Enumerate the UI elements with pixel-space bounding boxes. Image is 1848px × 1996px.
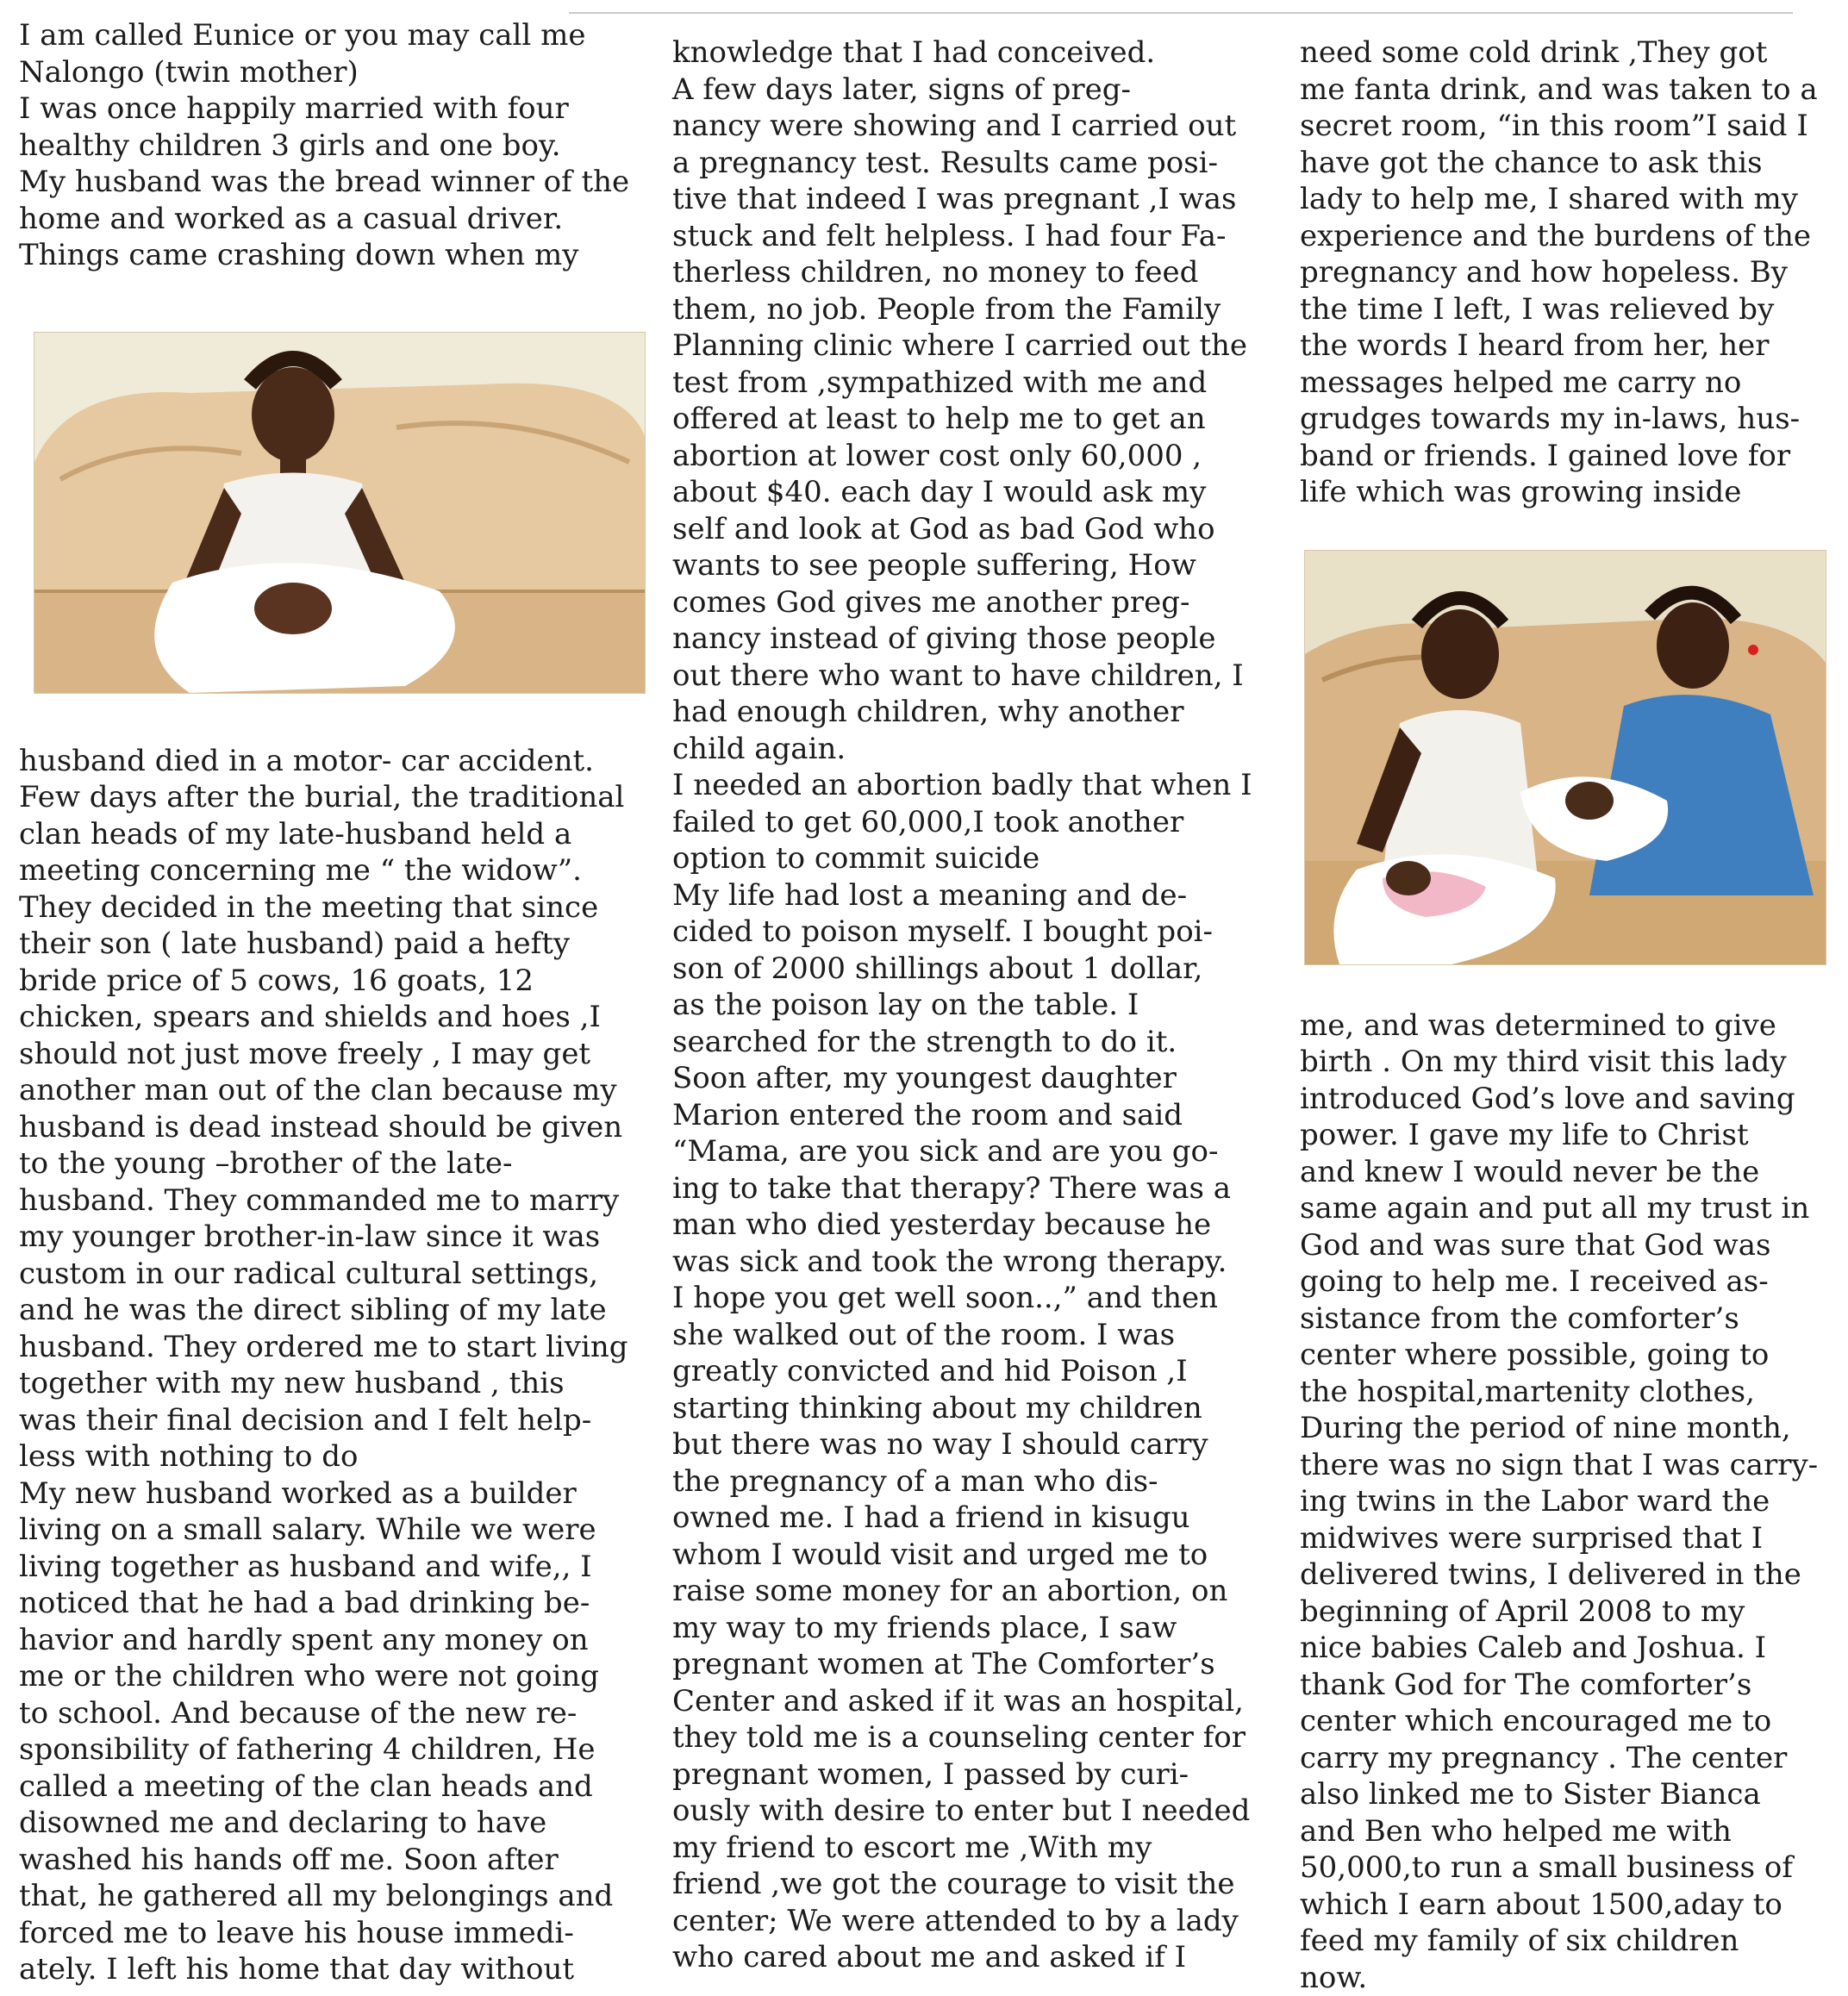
column-1 xyxy=(19,17,657,1988)
column-3-bottom-text: me, and was determined to give birth . On my third visit this lady introduced God’s love and saving power. I gave my life to Christ and knew I would never be the same again and put all my trust in God and was sure that God was going to help me. I received as- sistance from the comforter’s center where possible, going to the hospital,martenity clothes, During the period of nine month, there was no sign that I was carry- ing twins in the Labor ward the midwives were surprised that I delivered twins, I delivered in the beginning of April 2008 to my nice babies Caleb and Joshua. I thank God for The comforter’s center which encouraged me to carry my pregnancy . The center also linked me to Sister Bianca and Ben who helped me with 50,000,to run a small business of which I earn about 1500,aday to feed my family of six children now. xyxy=(1300,1007,1834,1996)
photo-2-image xyxy=(1305,551,1826,964)
column-1-bottom-text: husband died in a motor- car accident. Few days after the burial, the traditional clan heads of my late-husband held a meeting concerning me “ the widow”. They decided in the meeting that since their son ( late husband) paid a hefty bride price of 5 cows, 16 goats, 12 chicken, spears and shields and hoes ,I should not just move freely , I may get another man out of the clan because my husband is dead instead should be given to the young –brother of the late- husband. They commanded me to marry my younger brother-in-law since it was custom in our radical cultural settings, and he was the direct sibling of my late husband. They ordered me to start living together with my new husband , this was their final decision and I felt help- less with nothing to do My new husband worked as a builder living on a small salary. While we were living together as husband and wife,, I noticed that he had a bad drinking be- havior and hardly spent any money on me or the children who were not going to school. And because of the new re- sponsibility of fathering 4 children, He called a meeting of the clan heads and disowned me and declaring to have washed his hands off me. Soon after that, he gathered all my belongings and forced me to leave his house immedi- ately. I left his home that day without xyxy=(19,743,657,1988)
photo-1-image xyxy=(34,333,645,693)
column-2 xyxy=(672,34,1293,1976)
photo-woman-with-baby-on-sofa xyxy=(34,333,645,693)
photo-two-women-with-twins xyxy=(1305,551,1826,964)
column-2-text: knowledge that I had conceived. A few days later, signs of preg- nancy were showing and I carried out a pregnancy test. Results came posi- tive that indeed I was pregnant ,I was stuck and felt helpless. I had four Fa- therless children, no money to feed them, no job. People from the Family Planning clinic where I carried out the test from ,sympathized with me and offered at least to help me to get an abortion at lower cost only 60,000 , about $40. each day I would ask my self and look at God as bad God who wants to see people suffering, How comes God gives me another preg- nancy instead of giving those people out there who want to have children, I had enough children, why another child again. I needed an abortion badly that when I failed to get 60,000,I took another option to commit suicide My life had lost a meaning and de- cided to poison myself. I bought poi- son of 2000 shillings about 1 dollar, as the poison lay on the table. I searched for the strength to do it. Soon after, my youngest daughter Marion entered the room and said “Mama, are you sick and are you go- ing to take that therapy? There was a man who died yesterday because he was sick and took the wrong therapy. I hope you get well soon..,” and then she walked out of the room. I was greatly convicted and hid Poison ,I starting thinking about my children but there was no way I should carry the pregnancy of a man who dis- owned me. I had a friend in kisugu whom I would visit and urged me to raise some money for an abortion, on my way to my friends place, I saw pregnant women at The Comforter’s Center and asked if it was an hospital, they told me is a counseling center for pregnant women, I passed by curi- ously with desire to enter but I needed my friend to escort me ,With my friend ,we got the courage to visit the center; We were attended to by a lady who cared about me and asked if I xyxy=(672,34,1293,1976)
column-1-top-text: I am called Eunice or you may call me Nalongo (twin mother) I was once happily married with four healthy children 3 girls and one boy. My husband was the bread winner of the home and worked as a casual driver. Things came crashing down when my xyxy=(19,17,657,274)
top-rule xyxy=(569,0,1793,14)
column-3-top-text: need some cold drink ,They got me fanta drink, and was taken to a secret room, “in this room”I said I have got the chance to ask this lady to help me, I shared with my experience and the burdens of the pregnancy and how hopeless. By the time I left, I was relieved by the words I heard from her, her messages helped me carry no grudges towards my in-laws, hus- band or friends. I gained love for life which was growing inside xyxy=(1300,34,1834,511)
column-3 xyxy=(1300,34,1834,1996)
